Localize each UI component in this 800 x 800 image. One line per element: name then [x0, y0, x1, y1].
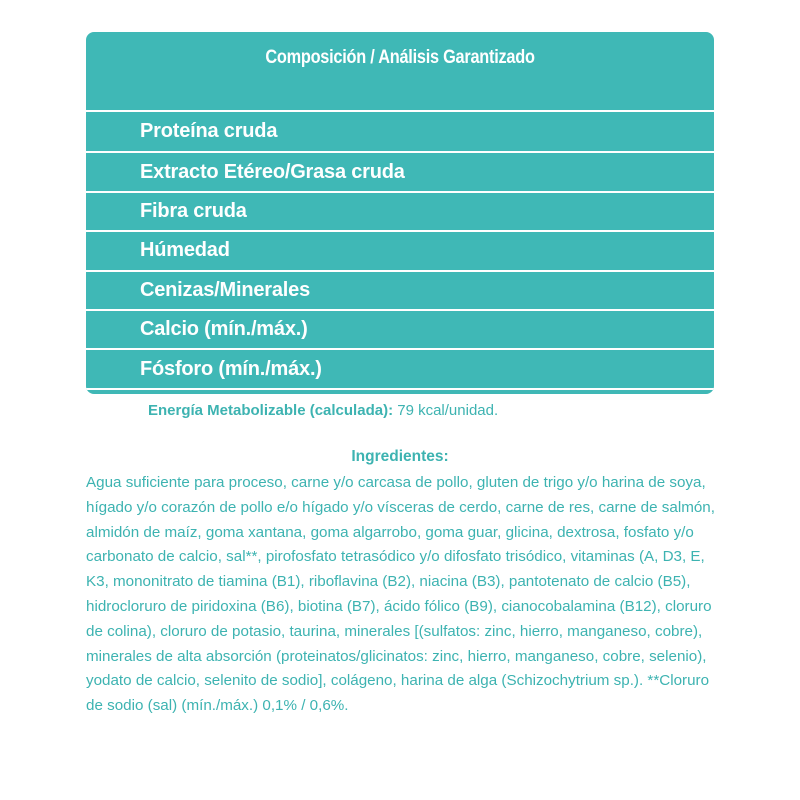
table-row-calcium: Calcio (mín./máx.) [86, 309, 714, 348]
ingredients-title: Ingredientes: [351, 448, 449, 465]
table-header: Composición / Análisis Garantizado [265, 46, 535, 68]
table-row-taurine [86, 388, 714, 394]
table-row-protein: Proteína cruda [140, 120, 278, 143]
table-row-fat: Extracto Etéreo/Grasa cruda [86, 151, 714, 190]
table-row-moisture: Húmedad [86, 230, 714, 269]
table-rows [86, 112, 714, 394]
energy-value: 79 kcal/unidad. [393, 402, 499, 419]
energy-label: Energía Metabolizable (calculada): [148, 402, 394, 419]
ingredients-text: Agua suficiente para proceso, carne y/o carcasa de pollo, gluten de trigo y/o harina de soya, hígado y/o corazón de pollo e/o hígado y/o vísceras de cerdo, carne de res, carne de salmón, almidón de maíz, goma xantana, goma algarrobo, goma guar, glicina, dextrosa, fosfato y/o carbonato de calcio, sal**, pirofosfato tetrasódico y/o difosfato trisódico, vitaminas (A, D3, E, K3, mononitrato de tiamina (B1), riboflavina (B2), niacina (B3), pantotenato de calcio (B5), hidrocloruro de piridoxina (B6), biotina (B7), ácido fólico (B9), cianocobalamina (B12), cloruro de colina), cloruro de potasio, taurina, minerales [(sulfatos: zinc, hierro, manganeso, cobre), minerales de alta absorción (proteinatos/glicinatos: zinc, hierro, manganeso, cobre, selenio), yodato de calcio, selenito de sodio], colágeno, harina de alga (Schizochytrium sp.). **Cloruro de sodio (sal) (mín./máx.) 0,1% / 0,6%. [86, 474, 715, 715]
energy-line [148, 402, 498, 419]
table-row-fiber: Fibra cruda [86, 191, 714, 230]
table-row-ash: Cenizas/Minerales [86, 270, 714, 309]
analysis-table [86, 32, 714, 394]
table-row-phosphorus: Fósforo (mín./máx.) [86, 348, 714, 387]
